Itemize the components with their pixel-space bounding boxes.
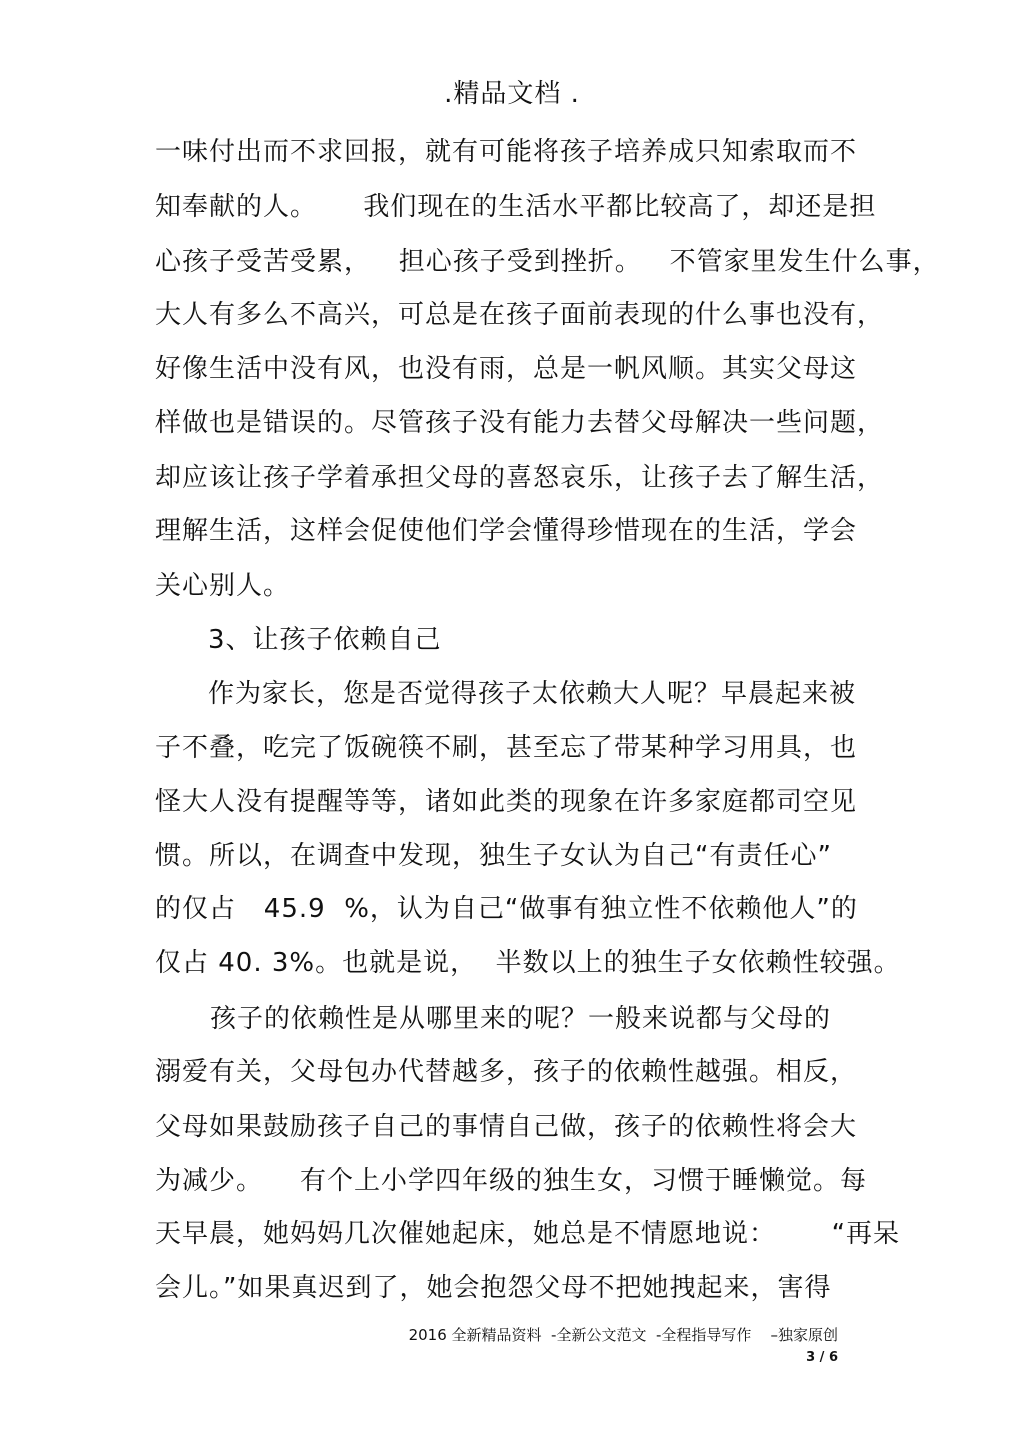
body-line: 溺爱有关，父母包办代替越多，孩子的依赖性越强。相反，: [155, 1057, 858, 1087]
section-heading: 3、让孩子依赖自己: [208, 625, 442, 655]
body-line: 大人有多么不高兴，可总是在孩子面前表现的什么事也没有，: [155, 300, 885, 330]
body-line: 理解生活，这样会促使他们学会懂得珍惜现在的生活，学会: [155, 516, 858, 546]
body-line: 孩子的依赖性是从哪里来的呢？一般来说都与父母的: [210, 1004, 832, 1034]
body-line: 却应该让孩子学着承担父母的喜怒哀乐，让孩子去了解生活，: [155, 463, 885, 493]
body-line: 为减少。 有个上小学四年级的独生女，习惯于睡懒觉。每: [155, 1166, 868, 1196]
body-line: 天早晨，她妈妈几次催她起床，她总是不情愿地说： “再呆: [155, 1219, 901, 1249]
body-line: 惯。所以，在调查中发现，独生子女认为自己“有责任心”: [155, 841, 832, 871]
body-line: 怪大人没有提醒等等，诸如此类的现象在许多家庭都司空见: [155, 787, 858, 817]
body-line: 一味付出而不求回报，就有可能将孩子培养成只知索取而不: [155, 137, 858, 167]
body-line: 的仅占 45.9 %，认为自己“做事有独立性不依赖他人”的: [155, 894, 858, 924]
body-line: 好像生活中没有风，也没有雨，总是一帆风顺。其实父母这: [155, 354, 858, 384]
body-line: 样做也是错误的。尽管孩子没有能力去替父母解决一些问题，: [155, 408, 885, 438]
body-line: 父母如果鼓励孩子自己的事情自己做，孩子的依赖性将会大: [155, 1112, 858, 1142]
page-number: 3 / 6: [806, 1350, 838, 1365]
body-line: 子不叠，吃完了饭碗筷不刷，甚至忘了带某种学习用具，也: [155, 733, 858, 763]
body-line: 关心别人。: [155, 571, 291, 601]
body-line: 知奉献的人。 我们现在的生活水平都比较高了，却还是担: [155, 192, 877, 222]
body-line: 会儿。”如果真迟到了，她会抱怨父母不把她拽起来，害得: [155, 1273, 832, 1303]
footer-text: 2016 全新精品资料 -全新公文范文 -全程指导写作 –独家原创: [408, 1326, 838, 1344]
page-header-title: .精品文档 .: [444, 79, 580, 109]
body-line: 作为家长，您是否觉得孩子太依赖大人呢？早晨起来被: [208, 679, 857, 709]
body-line: 仅占 40. 3%。也就是说， 半数以上的独生子女依赖性较强。: [155, 948, 901, 978]
body-line: 心孩子受苦受累， 担心孩子受到挫折。 不管家里发生什么事，: [155, 247, 940, 277]
